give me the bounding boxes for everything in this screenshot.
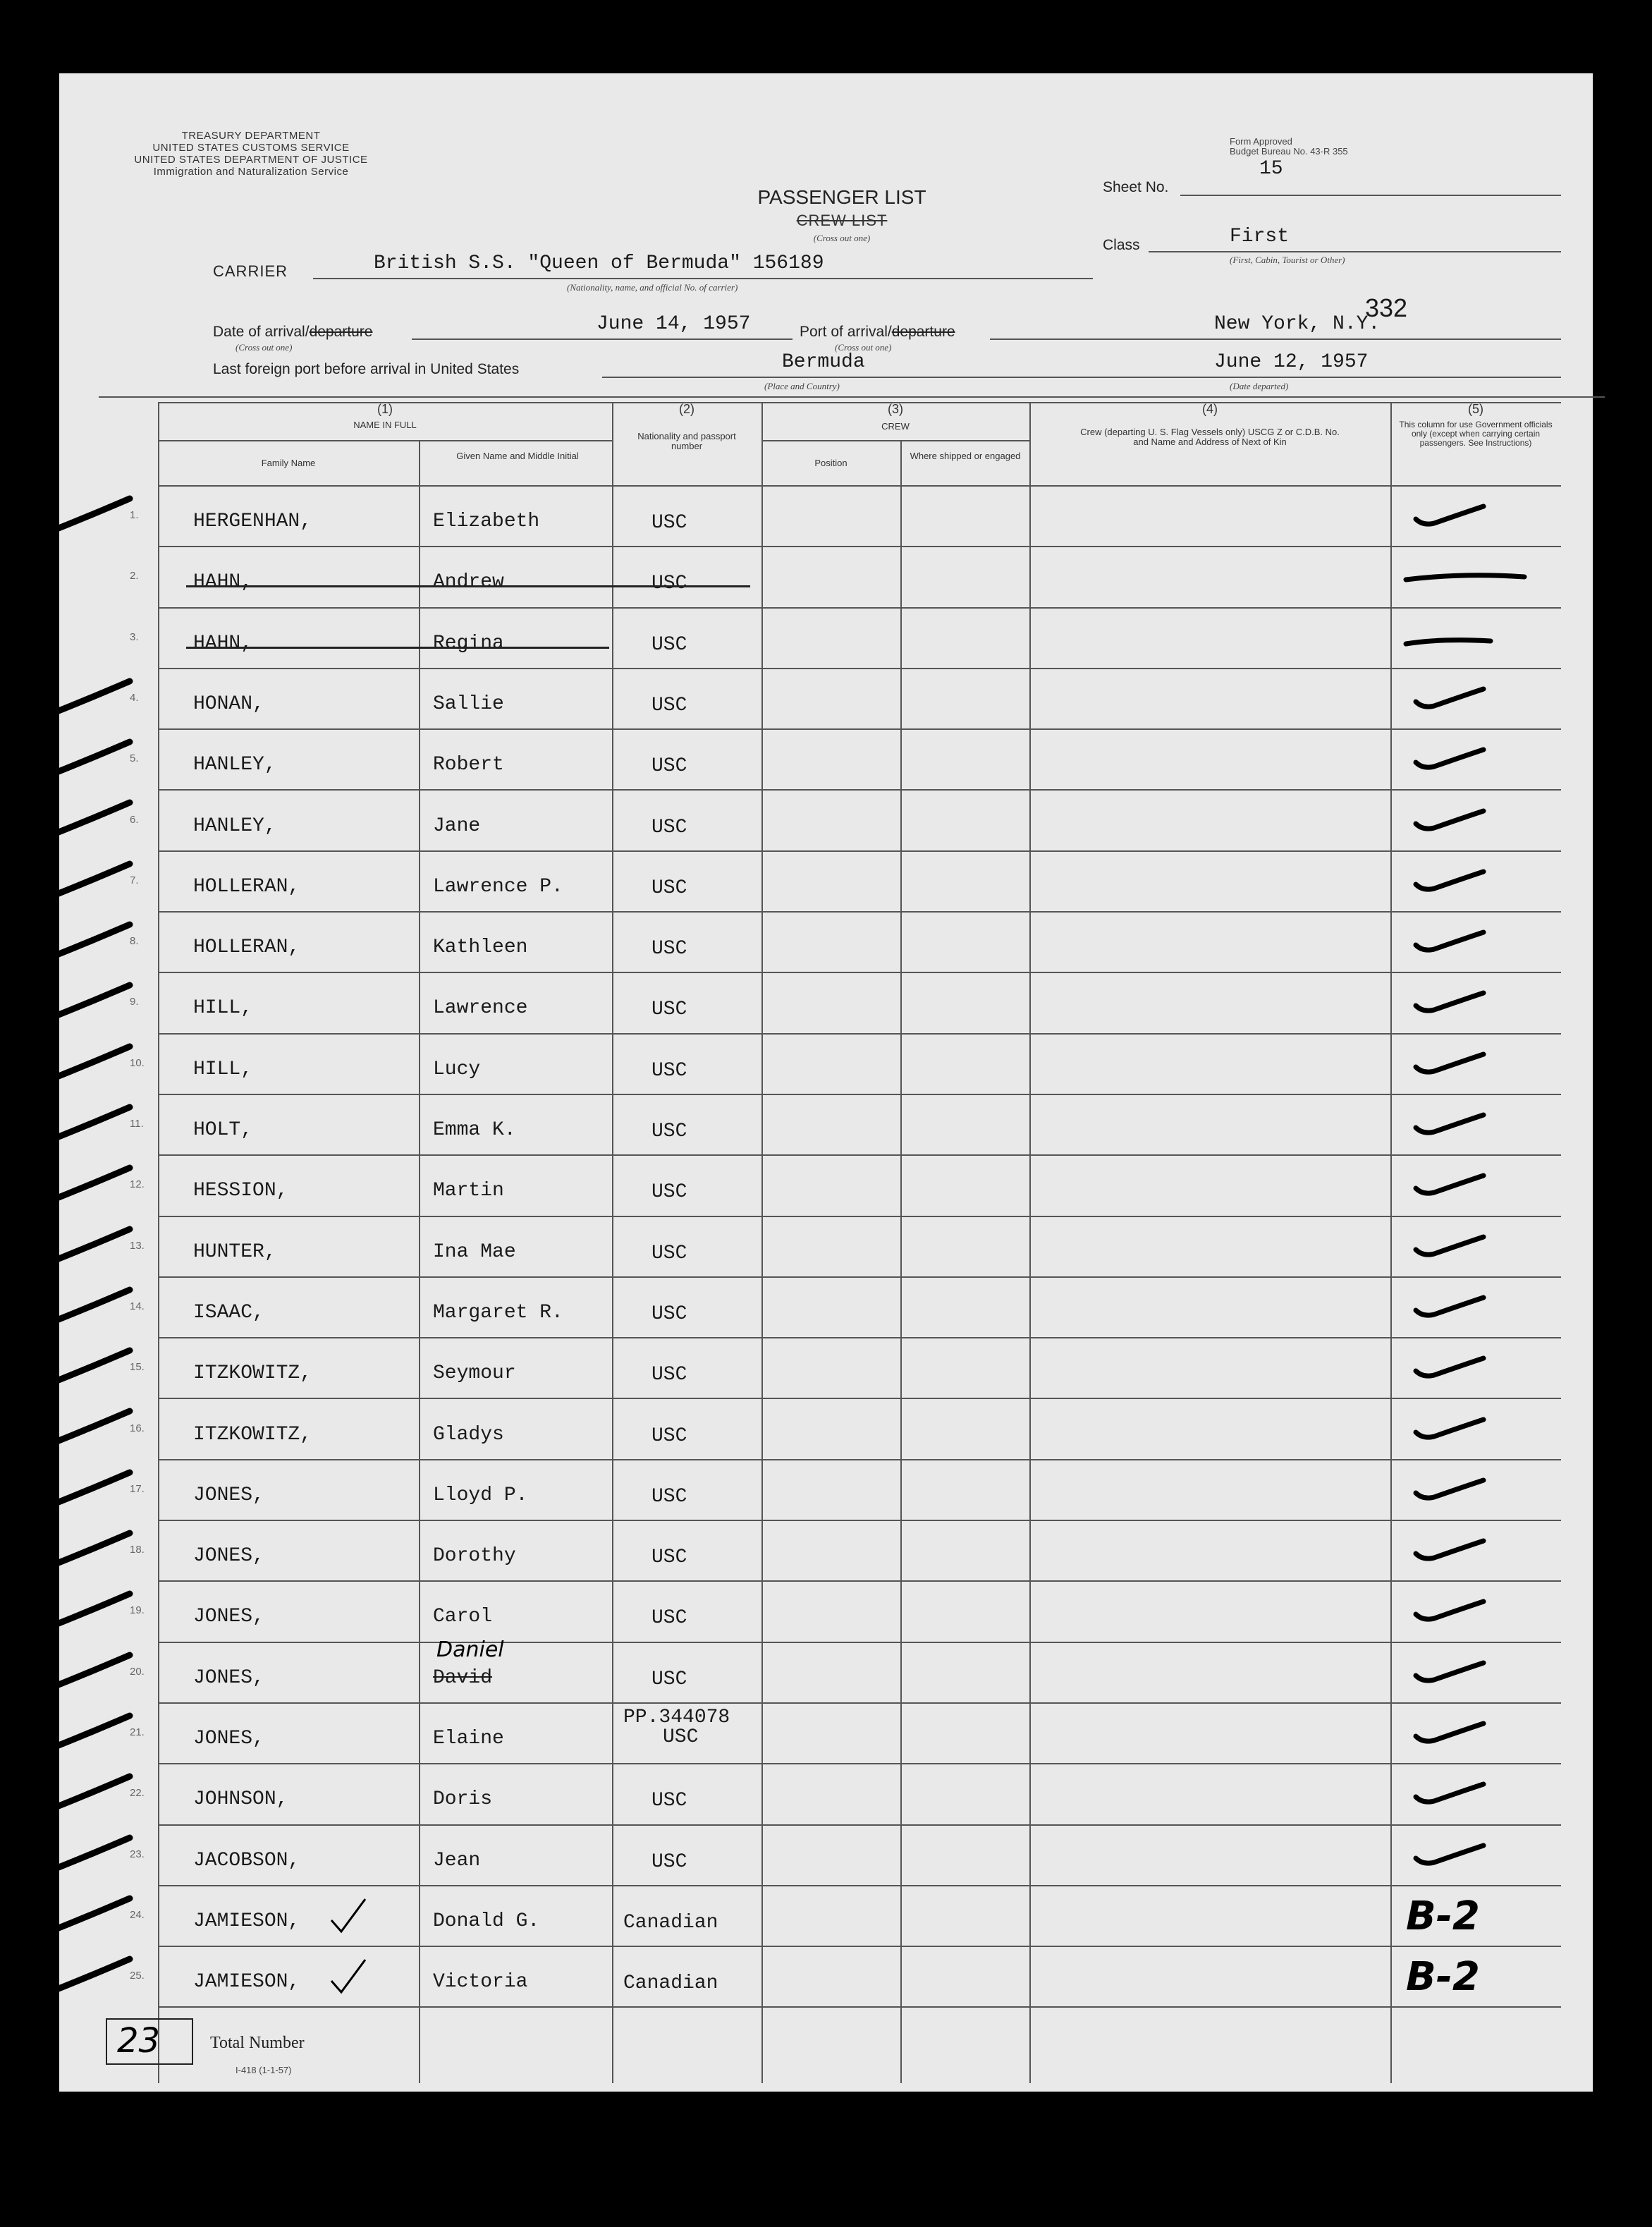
date-hint: (Cross out one) <box>235 342 293 353</box>
given-name: Lawrence P. <box>433 875 563 898</box>
departed-hint: (Date departed) <box>1230 381 1289 391</box>
margin-tick-mark <box>45 1164 137 1206</box>
check-mark-icon <box>1399 1414 1526 1449</box>
family-name: HOLLERAN, <box>193 936 300 959</box>
table-row <box>59 850 1593 911</box>
row-number: 11. <box>130 1118 144 1130</box>
margin-tick-mark <box>45 1042 137 1085</box>
given-name: Lucy <box>433 1058 481 1080</box>
margin-tick-mark <box>45 677 137 719</box>
row-number: 19. <box>130 1604 145 1617</box>
check-mark-icon <box>1399 805 1526 841</box>
table-row <box>59 1824 1593 1885</box>
name-subhead-rule <box>158 440 612 441</box>
col2-title: Nationality and passport number <box>637 431 736 451</box>
family-name: HONAN, <box>193 692 264 715</box>
class-line <box>1149 251 1561 252</box>
nationality: USC <box>651 694 687 716</box>
family-name: HERGENHAN, <box>193 511 312 532</box>
family-name: HANLEY, <box>193 814 276 837</box>
date-label-text: Date of arrival/ <box>213 324 310 340</box>
row-number: 4. <box>130 691 139 704</box>
given-name: Robert <box>433 754 504 776</box>
row-number: 13. <box>130 1239 145 1252</box>
margin-tick-mark <box>45 1529 137 1571</box>
family-name: HOLLERAN, <box>193 875 300 898</box>
row-number: 16. <box>130 1422 145 1434</box>
family-name: HILL, <box>193 997 253 1020</box>
margin-tick-mark <box>45 1286 137 1328</box>
margin-tick-mark <box>45 1346 137 1389</box>
check-mark-icon <box>1399 683 1526 719</box>
nationality: USC <box>651 816 687 838</box>
row-number: 1. <box>130 509 139 521</box>
port-label-text: Port of arrival/ <box>800 324 892 340</box>
row-number: 3. <box>130 630 139 643</box>
dash-mark-icon <box>1399 561 1526 597</box>
margin-tick-mark <box>45 1894 137 1936</box>
port-struck: departure <box>891 324 955 340</box>
form-approved <box>1230 137 1348 157</box>
nationality: Canadian <box>623 1972 718 1995</box>
margin-tick-mark <box>45 1590 137 1632</box>
agency-line: Immigration and Naturalization Service <box>153 166 349 178</box>
port-line <box>990 338 1561 340</box>
date-struck: departure <box>309 324 373 340</box>
family-name: JONES, <box>193 1666 264 1689</box>
given-name: Victoria <box>433 1971 528 1994</box>
agency-line: TREASURY DEPARTMENT <box>181 130 321 142</box>
nationality: USC <box>651 1242 687 1264</box>
table-row <box>59 668 1593 728</box>
margin-tick-mark <box>45 1225 137 1267</box>
col-position-header: Position <box>814 458 848 468</box>
family-name: JONES, <box>193 1606 264 1628</box>
family-name: JAMIESON, <box>193 1910 300 1932</box>
row-number: 15. <box>130 1361 145 1374</box>
nationality: USC <box>651 999 687 1021</box>
table-row <box>59 911 1593 972</box>
table-row <box>59 1337 1593 1398</box>
nationality: USC <box>651 1364 687 1386</box>
check-mark-icon <box>1399 927 1526 962</box>
table-row <box>59 728 1593 789</box>
row-number: 6. <box>130 813 139 826</box>
table-row <box>59 1459 1593 1520</box>
dash-mark-icon <box>1399 623 1526 658</box>
margin-tick-mark <box>45 860 137 902</box>
nationality: USC <box>663 1726 699 1748</box>
passenger-list-sheet <box>59 73 1593 2092</box>
form-approved-line: Form Approved <box>1230 136 1292 147</box>
margin-tick-mark <box>45 1407 137 1449</box>
crew-list-struck: CREW LIST <box>796 212 888 229</box>
nationality: USC <box>651 938 687 960</box>
given-name: Lloyd P. <box>433 1484 528 1506</box>
table-row <box>59 1216 1593 1276</box>
port-value: New York, N.Y. <box>1214 313 1381 335</box>
table-row <box>59 1276 1593 1337</box>
table-row <box>59 972 1593 1032</box>
col5-number: (5) <box>1468 402 1483 416</box>
col2-number: (2) <box>679 402 695 416</box>
carrier-label: CARRIER <box>213 262 288 280</box>
given-name: Jane <box>433 814 481 837</box>
given-name: Regina <box>433 632 504 654</box>
nationality: USC <box>651 573 687 595</box>
table-row <box>59 1094 1593 1154</box>
last-port-line <box>602 377 1561 378</box>
family-name: HESSION, <box>193 1180 288 1202</box>
check-mark-icon <box>1399 1109 1526 1145</box>
given-name: Gladys <box>433 1423 504 1446</box>
form-approved-line: Budget Bureau No. 43-R 355 <box>1230 146 1348 157</box>
port-label <box>800 324 955 341</box>
row-number: 21. <box>130 1726 145 1738</box>
check-mark-icon <box>1399 1475 1526 1510</box>
family-name: HANLEY, <box>193 754 276 776</box>
col4-title: Crew (departing U. S. Flag Vessels only) USCG Z or C.D.B. No. and Name and Address of Next of Kin <box>1080 427 1340 447</box>
given-name: Kathleen <box>433 936 528 959</box>
row-number: 5. <box>130 752 139 765</box>
nationality: USC <box>651 1121 687 1142</box>
family-name: JACOBSON, <box>193 1849 300 1872</box>
given-name: Elizabeth <box>433 511 540 532</box>
check-mark-icon <box>1399 501 1526 536</box>
check-mark-icon <box>1399 1596 1526 1631</box>
given-name: Jean <box>433 1849 481 1872</box>
check-mark-icon <box>1399 1231 1526 1267</box>
family-name: ITZKOWITZ, <box>193 1362 312 1385</box>
check-mark-icon <box>1399 1535 1526 1570</box>
given-name: Elaine <box>433 1728 504 1750</box>
last-port-hint: (Place and Country) <box>764 381 840 391</box>
total-handwritten: 23 <box>117 2021 161 2061</box>
nationality: USC <box>651 512 687 534</box>
sheet-label: Sheet No. <box>1103 179 1169 195</box>
table-row <box>59 546 1593 606</box>
row-number: 8. <box>130 935 139 948</box>
row-number: 24. <box>130 1908 145 1921</box>
table-row <box>59 485 1593 546</box>
inline-check-icon <box>327 1956 369 1998</box>
check-mark-icon <box>1399 1840 1526 1875</box>
row-number: 25. <box>130 1970 145 1982</box>
table-row <box>59 1398 1593 1459</box>
crew-subhead-rule <box>761 440 1029 441</box>
nationality: USC <box>651 1302 687 1325</box>
given-name: Ina Mae <box>433 1240 516 1263</box>
table-row <box>59 1702 1593 1763</box>
margin-tick-mark <box>45 1103 137 1145</box>
col5-title: This column for use Government officials only (except when carrying certain passengers. See Instructions) <box>1399 420 1553 448</box>
check-mark-icon <box>1399 1292 1526 1327</box>
row-number: 22. <box>130 1787 145 1800</box>
given-name: Lawrence <box>433 997 528 1020</box>
date-line <box>412 338 793 340</box>
table-row <box>59 1033 1593 1094</box>
given-name: Carol <box>433 1606 493 1628</box>
check-mark-icon <box>1399 1170 1526 1205</box>
port-hint: (Cross out one) <box>835 342 892 353</box>
page-number: 332 <box>1365 293 1408 322</box>
last-port-value: Bermuda <box>782 351 865 373</box>
family-name: JONES, <box>193 1545 264 1568</box>
date-value: June 14, 1957 <box>596 313 751 335</box>
family-name: JONES, <box>193 1484 264 1506</box>
check-mark-icon <box>1399 1778 1526 1814</box>
passport-number: PP.344078 <box>623 1707 730 1728</box>
given-name-handwritten: Daniel <box>436 1637 504 1662</box>
row-number: 20. <box>130 1665 145 1678</box>
agency-line: UNITED STATES DEPARTMENT OF JUSTICE <box>134 154 368 166</box>
margin-tick-mark <box>45 1955 137 1997</box>
sheet-line <box>1180 195 1561 196</box>
visa-class-mark: B-2 <box>1406 1893 1480 1939</box>
given-name: Dorothy <box>433 1545 516 1568</box>
class-hint: (First, Cabin, Tourist or Other) <box>1230 255 1345 265</box>
table-row <box>59 1763 1593 1824</box>
margin-tick-mark <box>45 981 137 1023</box>
check-mark-icon <box>1399 987 1526 1023</box>
family-name: HAHN, <box>193 632 253 654</box>
row-number: 7. <box>130 874 139 886</box>
check-mark-icon <box>1399 1657 1526 1692</box>
col3-number: (3) <box>888 402 903 416</box>
nationality: USC <box>651 1059 687 1082</box>
nationality: USC <box>651 1485 687 1508</box>
family-name: ISAAC, <box>193 1301 264 1324</box>
col3-title: CREW <box>881 421 910 432</box>
nationality: USC <box>651 1850 687 1873</box>
row-number: 10. <box>130 1056 145 1069</box>
cross-out-hint: (Cross out one) <box>813 233 871 243</box>
family-name: HUNTER, <box>193 1240 276 1263</box>
table-row <box>59 790 1593 850</box>
nationality: USC <box>651 1790 687 1812</box>
nationality: USC <box>651 1607 687 1630</box>
margin-tick-mark <box>45 1772 137 1814</box>
last-port-label: Last foreign port before arrival in United States <box>213 361 520 377</box>
family-name: HOLT, <box>193 1119 253 1141</box>
total-label: Total Number <box>210 2034 305 2052</box>
departed-value: June 12, 1957 <box>1214 351 1369 373</box>
sheet-value: 15 <box>1259 158 1283 180</box>
row-number: 23. <box>130 1848 145 1860</box>
given-name: Margaret R. <box>433 1301 563 1324</box>
nationality: Canadian <box>623 1911 718 1934</box>
row-number: 12. <box>130 1178 145 1191</box>
nationality: USC <box>651 1424 687 1447</box>
class-label: Class <box>1103 237 1140 253</box>
table-row <box>59 607 1593 668</box>
given-name: Doris <box>433 1788 493 1811</box>
col4-number: (4) <box>1202 402 1218 416</box>
carrier-value: British S.S. "Queen of Bermuda" 156189 <box>374 252 824 274</box>
row-number: 9. <box>130 996 139 1008</box>
given-name: Seymour <box>433 1362 516 1385</box>
margin-tick-mark <box>45 738 137 780</box>
check-mark-icon <box>1399 1718 1526 1753</box>
margin-tick-mark <box>45 494 137 537</box>
form-title: PASSENGER LIST <box>757 186 926 208</box>
form-code: I-418 (1-1-57) <box>235 2065 292 2075</box>
family-name: HILL, <box>193 1058 253 1080</box>
check-mark-icon <box>1399 1353 1526 1388</box>
family-name: JOHNSON, <box>193 1788 288 1811</box>
col-where-header: Where shipped or engaged <box>910 451 1021 461</box>
date-label <box>213 324 372 341</box>
given-name: Sallie <box>433 692 504 715</box>
inline-check-icon <box>327 1895 369 1937</box>
nationality: USC <box>651 877 687 899</box>
margin-tick-mark <box>45 798 137 841</box>
table-row <box>59 1885 1593 1946</box>
given-name: Martin <box>433 1180 504 1202</box>
margin-tick-mark <box>45 920 137 963</box>
col-family-header: Family Name <box>261 458 316 468</box>
row-number: 2. <box>130 570 139 582</box>
family-name: JAMIESON, <box>193 1971 300 1994</box>
table-row <box>59 1637 1593 1702</box>
col1-title: NAME IN FULL <box>353 420 417 430</box>
row-strikethrough <box>186 585 750 587</box>
family-name: HAHN, <box>193 571 253 594</box>
table-row <box>59 1946 1593 2006</box>
carrier-hint: (Nationality, name, and official No. of carrier) <box>567 282 738 293</box>
class-value: First <box>1230 226 1290 248</box>
margin-tick-mark <box>45 1468 137 1511</box>
margin-tick-mark <box>45 1834 137 1876</box>
row-number: 18. <box>130 1544 145 1556</box>
row-rule <box>158 2006 1561 2008</box>
row-strikethrough <box>186 647 609 649</box>
given-name: Donald G. <box>433 1910 540 1932</box>
carrier-line <box>313 278 1093 279</box>
table-top-rule <box>99 396 1605 398</box>
margin-tick-mark <box>45 1712 137 1754</box>
nationality: USC <box>651 755 687 778</box>
col1-number: (1) <box>377 402 393 416</box>
table-row <box>59 1154 1593 1215</box>
margin-tick-mark <box>45 1651 137 1693</box>
family-name: ITZKOWITZ, <box>193 1423 312 1446</box>
nationality: USC <box>651 1668 687 1690</box>
family-name: JONES, <box>193 1728 264 1750</box>
table-row <box>59 1520 1593 1580</box>
col-given-header: Given Name and Middle Initial <box>456 451 579 461</box>
check-mark-icon <box>1399 744 1526 779</box>
agency-block <box>117 130 385 178</box>
given-name: Andrew <box>433 571 504 594</box>
given-name: Emma K. <box>433 1119 516 1141</box>
check-mark-icon <box>1399 866 1526 901</box>
nationality: USC <box>651 633 687 656</box>
agency-line: UNITED STATES CUSTOMS SERVICE <box>152 142 350 154</box>
check-mark-icon <box>1399 1049 1526 1084</box>
row-number: 14. <box>130 1300 145 1312</box>
nationality: USC <box>651 1181 687 1204</box>
row-number: 17. <box>130 1482 145 1495</box>
table-row <box>59 1580 1593 1641</box>
nationality: USC <box>651 1546 687 1569</box>
total-box <box>106 2018 193 2065</box>
visa-class-mark: B-2 <box>1406 1954 1480 2001</box>
given-name: David <box>433 1666 493 1689</box>
